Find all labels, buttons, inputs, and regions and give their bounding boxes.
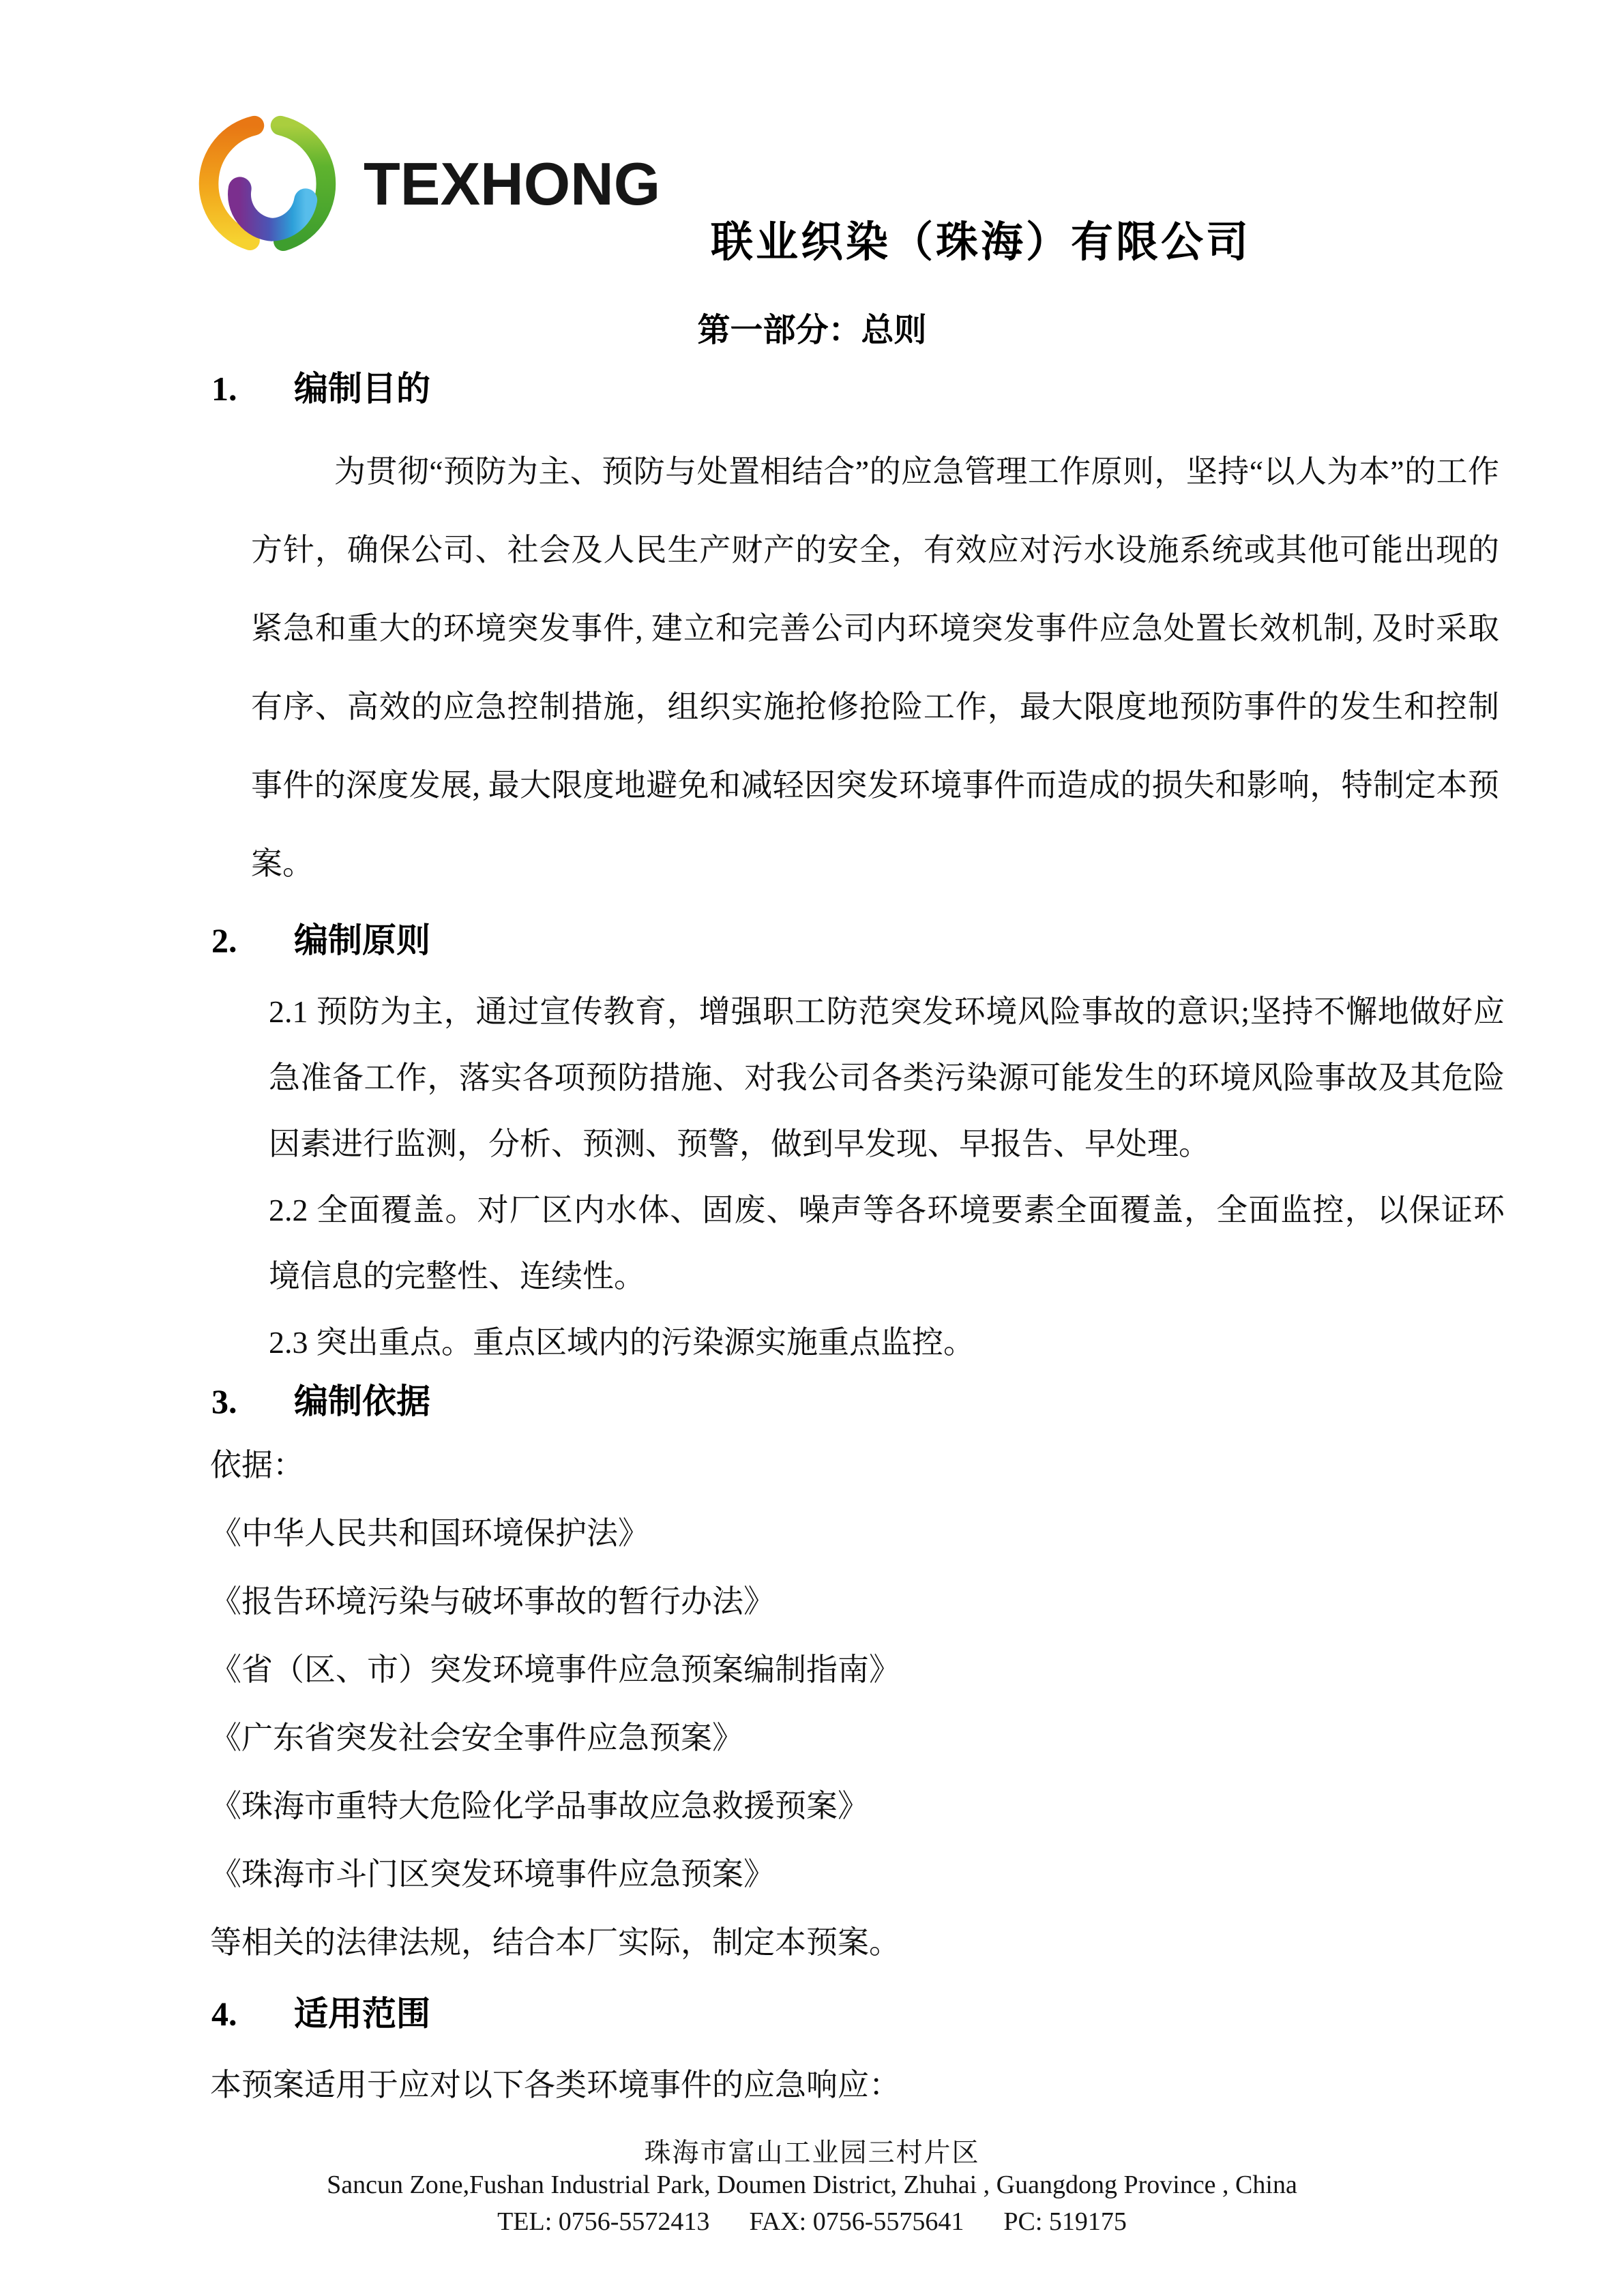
- section-3-basis: [210, 1431, 1506, 1977]
- brand-wordmark: TEXHONG: [364, 150, 661, 218]
- section-4-lead: 本预案适用于应对以下各类环境事件的应急响应：: [210, 2068, 900, 2102]
- section-1-number: 1.: [211, 370, 237, 408]
- section-4-heading: [211, 1995, 430, 2033]
- footer-address-cn: 珠海市富山工业园三村片区: [644, 2138, 980, 2168]
- part-title: 第一部分：总则: [697, 312, 927, 348]
- principle-item: 2.3 突出重点。重点区域内的污染源实施重点监控。: [269, 1325, 975, 1360]
- list-item: 《珠海市斗门区突发环境事件应急预案》: [210, 1857, 775, 1892]
- section-4-number: 4.: [211, 1995, 237, 2033]
- list-item: 《报告环境污染与破坏事故的暂行办法》: [210, 1584, 775, 1619]
- list-item: 《中华人民共和国环境保护法》: [210, 1516, 649, 1551]
- footer-postcode: PC: 519175: [1003, 2207, 1127, 2236]
- footer-address-en: Sancun Zone,Fushan Industrial Park, Doumen District, Zhuhai , Guangdong Province , China: [327, 2171, 1297, 2199]
- basis-outro: 等相关的法律法规，结合本厂实际，制定本预案。: [210, 1925, 900, 1960]
- principle-item: 2.2 全面覆盖。对厂区内水体、固废、噪声等各环境要素全面覆盖，全面监控，以保证环境信息的完整性、连续性。: [269, 1193, 1505, 1294]
- basis-intro: 依据：: [210, 1448, 304, 1482]
- section-1-title: 编制目的: [294, 370, 430, 408]
- list-item: 《广东省突发社会安全事件应急预案》: [210, 1720, 743, 1755]
- section-2-title: 编制原则: [294, 921, 430, 959]
- list-item: 《省（区、市）突发环境事件应急预案编制指南》: [210, 1652, 900, 1687]
- section-3-number: 3.: [211, 1382, 237, 1420]
- footer-fax: FAX: 0756-5575641: [749, 2207, 964, 2236]
- section-4-title: 适用范围: [294, 1995, 430, 2033]
- section-1-heading: [211, 370, 430, 408]
- principle-item: 2.1 预防为主，通过宣传教育，增强职工防范突发环境风险事故的意识;坚持不懈地做好应急准备工作，落实各项预防措施、对我公司各类污染源可能发生的环境风险事故及其危险因素进行监测，分析、预测、预警，做到早发现、早报告、早处理。: [269, 994, 1505, 1161]
- footer-contact-line: [0, 2207, 1624, 2237]
- list-item: 《珠海市重特大危险化学品事故应急救援预案》: [210, 1789, 869, 1823]
- section-3-title: 编制依据: [294, 1382, 430, 1420]
- footer-tel: TEL: 0756-5572413: [497, 2207, 710, 2236]
- company-title: 联业织染（珠海）有限公司: [711, 219, 1252, 266]
- section-2-number: 2.: [211, 921, 237, 959]
- section-2-principles: [269, 979, 1505, 1375]
- section-2-heading: [211, 922, 430, 959]
- section-1-paragraph: 为贯彻“预防为主、预防与处置相结合”的应急管理工作原则，坚持“以人为本”的工作方针，确保公司、社会及人民生产财产的安全，有效应对污水设施系统或其他可能出现的紧急和重大的环境突发事件, 建立和完善公司内环境突发事件应急处置长效机制, 及时采取有序、高效的应急控制措施，组织实施抢修抢险工作，最大限度地预防事件的发生和控制事件的深度发展, 最大限度地避免和减轻因突发环境事件而造成的损失和影响，特制定本预案。: [251, 454, 1499, 881]
- texhong-logo-icon: [195, 111, 340, 257]
- section-3-heading: [211, 1383, 430, 1420]
